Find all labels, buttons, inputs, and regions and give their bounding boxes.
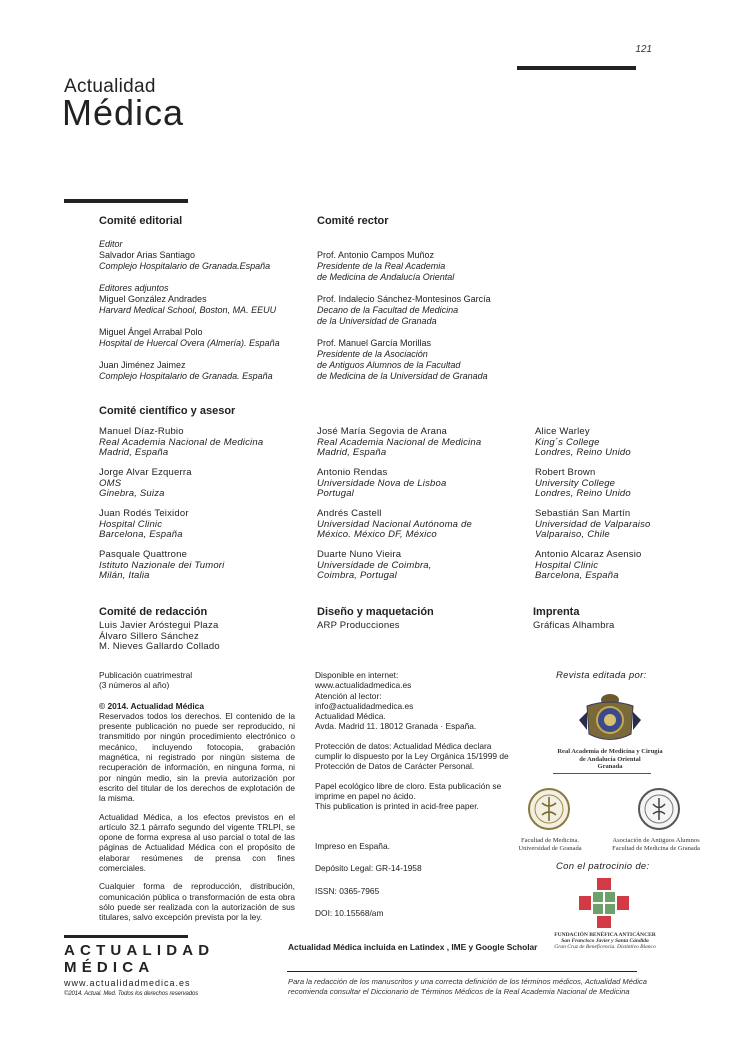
foundation-caption: FUNDACIÓN BENÉFICA ANTICÁNCER San Francisco Javier y Santa Cándida Gran Cruz de Beneficencia. Distintivo Blanco: [554, 932, 656, 951]
editorial-committee: [99, 215, 299, 382]
advisor-name: Manuel Díaz-Rubio: [99, 426, 184, 437]
rector-committee: [317, 215, 547, 382]
adjunto-affiliation: Complejo Hospitalario de Granada. España: [99, 371, 273, 381]
logo-divider: [553, 773, 651, 774]
printer-value: Gráficas Alhambra: [533, 620, 615, 631]
adjunto-name: Miguel Ángel Arrabal Polo: [99, 327, 203, 337]
advisor-affiliation: Hospital Clinic: [535, 559, 599, 571]
faculty-caption: Facultad de Medicina. Universidad de Granada: [518, 837, 582, 852]
sponsor-label: Con el patrocinio de:: [556, 861, 650, 872]
advisor-location: Ginebra, Suiza: [99, 488, 165, 499]
paper-note: Papel ecológico libre de cloro. Esta publicación se imprime en papel no ácido.: [315, 780, 502, 801]
redaccion-member: Álvaro Sillero Sánchez: [99, 630, 199, 642]
contact-info: [315, 670, 515, 812]
design-value: ARP Producciones: [317, 620, 400, 631]
rector-member-role: de la Universidad de Granada: [317, 316, 437, 326]
editorial-heading: Comité editorial: [99, 215, 183, 227]
trlpi-text: Actualidad Médica, a los efectos previstos en el artículo 32.1 párrafo segundo del vigente TRLPI, se opone de forma expresa al uso parcial o total de las páginas de Actualidad Médica con el propósito de elaborar resúmenes de prensa con fines comerciales.: [99, 811, 295, 874]
printer-heading: Imprenta: [533, 606, 580, 618]
footnote: Para la redacción de los manuscritos y una correcta definición de los términos médicos, Actualidad Médica recomienda consultar el Diccionario de Términos Médicos de la Real Academia Nacional de Medicina: [288, 977, 647, 996]
online-label: Disponible en internet:: [315, 670, 399, 680]
adjunto-name: Miguel González Andrades: [99, 294, 207, 304]
indexing-note: Actualidad Médica incluida en Latindex , IME y Google Scholar: [288, 942, 538, 952]
copyright-text: Reservados todos los derechos. El contenido de la presente publicación no puede ser reproducido, ni transmitido por ningún procedimiento electrónico o mecánico, incluyendo fotocopia, grabación magnética, ni registrado por ningún sistema de recuperación de información, en ninguna forma, ni por ningún medio, sin la previa autorización por escrito del titular de los derechos de explotación de la misma.: [99, 710, 295, 804]
rector-member-name: Prof. Manuel García Morillas: [317, 338, 432, 348]
rector-member-role: Decano de la Facultad de Medicina: [317, 305, 459, 315]
advisor-location: Madrid, España: [317, 447, 387, 458]
footer-copyright: ©2014. Actual. Med. Todos los derechos reservados: [64, 991, 199, 997]
publisher-address: Avda. Madrid 11. 18012 Granada · España.: [315, 721, 477, 732]
periodicity-note: (3 números al año): [99, 680, 170, 691]
rector-member-role: de Medicina de la Universidad de Granada: [317, 371, 488, 381]
footer-brand-line1: ACTUALIDAD: [64, 942, 215, 959]
adjuntos-role: Editores adjuntos: [99, 283, 169, 293]
rector-member-role: de Antiguos Alumnos de la Facultad: [317, 360, 461, 370]
section-rule: [64, 199, 188, 203]
advisor-affiliation: University College: [535, 477, 616, 489]
advisor-location: Milán, Italia: [99, 570, 150, 581]
advisor-name: Pasquale Quattrone: [99, 549, 188, 560]
footer-brand-line2: MÉDICA: [64, 959, 155, 976]
advisor-name: Duarte Nuno Vieira: [317, 549, 402, 560]
copyright-title: © 2014. Actualidad Médica: [99, 700, 205, 711]
rector-member-role: Presidente de la Real Academia: [317, 261, 446, 271]
design-section: [317, 606, 434, 632]
advisor-location: Coimbra, Portugal: [317, 570, 397, 581]
redaccion-member: M. Nieves Gallardo Collado: [99, 641, 220, 652]
paper-note-en: This publication is printed in acid-free paper.: [315, 801, 479, 812]
edited-by-label: Revista editada por:: [556, 670, 647, 681]
advisor-location: México. México DF, México: [317, 529, 437, 540]
foundation-cross-icon: [577, 876, 631, 930]
footer-url[interactable]: www.actualidadmedica.es: [64, 978, 191, 988]
advisor-affiliation: Hospital Clinic: [99, 518, 163, 530]
scientific-column-1: [99, 427, 299, 591]
advisor-affiliation: Real Academia Nacional de Medicina: [99, 436, 264, 448]
publisher-name: Actualidad Médica.: [315, 711, 386, 722]
printed-in: Impreso en España.: [315, 841, 390, 851]
advisor-affiliation: Istituto Nazionale dei Tumori: [99, 559, 225, 571]
page-number: 121: [635, 44, 652, 55]
advisor-affiliation: OMS: [99, 477, 122, 489]
redaccion-committee: [99, 606, 220, 653]
advisor-location: Valparaiso, Chile: [535, 529, 610, 540]
advisor-name: Juan Rodés Teixidor: [99, 508, 189, 519]
rector-member-role: de Medicina de Andalucía Oriental: [317, 272, 455, 282]
rector-member-role: Presidente de la Asociación: [317, 349, 428, 359]
editor-name: Salvador Arias Santiago: [99, 250, 196, 260]
data-protection: Protección de datos: Actualidad Médica declara cumplir lo dispuesto por la Ley Orgánica 15/1999 de Protección de Datos de Carácter Personal.: [315, 740, 509, 772]
publication-ids: [315, 841, 515, 918]
doi: DOI: 10.15568/am: [315, 907, 384, 918]
rector-member-name: Prof. Indalecio Sánchez-Montesinos García: [317, 294, 491, 304]
advisor-location: Portugal: [317, 488, 354, 499]
masthead-title: Médica: [62, 92, 185, 133]
advisor-name: Robert Brown: [535, 467, 596, 478]
advisor-name: Antonio Alcaraz Asensio: [535, 549, 642, 560]
legal-info: [99, 670, 295, 923]
masthead-small: Actualidad: [64, 76, 156, 97]
advisor-location: Barcelona, España: [535, 570, 619, 581]
reproduction-text: Cualquier forma de reproducción, distribución, comunicación pública o transformación de esta obra sólo puede ser realizada con la autorización de sus titulares, salvo excepción prevista por la ley.: [99, 881, 295, 923]
advisor-name: Antonio Rendas: [317, 467, 388, 478]
advisor-name: Alice Warley: [535, 426, 590, 437]
faculty-seal-icon: [527, 787, 571, 831]
scientific-column-2: [317, 427, 527, 591]
rector-member-name: Prof. Antonio Campos Muñoz: [317, 250, 435, 260]
editor-role: Editor: [99, 239, 123, 249]
academia-caption: Real Academia de Medicina y Cirugía de Andalucía Oriental Granada: [557, 748, 663, 770]
advisor-name: Andrés Castell: [317, 508, 382, 519]
editor-affiliation: Complejo Hospitalario de Granada.España: [99, 261, 271, 271]
footer-rule: [64, 935, 188, 938]
advisor-location: Barcelona, España: [99, 529, 183, 540]
adjunto-affiliation: Harvard Medical School, Boston, MA. EEUU: [99, 305, 277, 315]
advisor-affiliation: Universidade de Coimbra,: [317, 559, 432, 571]
academia-crest-icon: [575, 690, 645, 745]
adjunto-name: Juan Jiménez Jaimez: [99, 360, 186, 370]
top-rule: [517, 66, 636, 70]
adjunto-affiliation: Hospital de Huercal Overa (Almería). España: [99, 338, 280, 348]
scientific-column-3: [535, 427, 725, 591]
advisor-location: Londres, Reino Unido: [535, 488, 631, 499]
alumni-seal-icon: [637, 787, 681, 831]
advisor-affiliation: Universidad de Valparaiso: [535, 518, 651, 530]
advisor-affiliation: Universidade Nova de Lisboa: [317, 477, 447, 489]
legal-deposit: Depósito Legal: GR-14-1958: [315, 863, 422, 874]
redaccion-member: Luis Javier Aróstegui Plaza: [99, 620, 219, 631]
advisor-location: Londres, Reino Unido: [535, 447, 631, 458]
advisor-location: Madrid, España: [99, 447, 169, 458]
advisor-name: Sebastián San Martín: [535, 508, 631, 519]
footnote-rule: [287, 971, 637, 972]
advisor-affiliation: Real Academia Nacional de Medicina: [317, 436, 482, 448]
printer-section: [533, 606, 615, 632]
issn: ISSN: 0365-7965: [315, 885, 380, 896]
advisor-affiliation: Universidad Nacional Autónoma de: [317, 518, 472, 530]
design-heading: Diseño y maquetación: [317, 606, 434, 618]
email-link[interactable]: info@actualidadmedica.es: [315, 700, 414, 711]
advisor-name: José María Segovia de Arana: [317, 426, 448, 437]
scientific-heading: Comité científico y asesor: [99, 405, 236, 417]
redaccion-heading: Comité de redacción: [99, 606, 208, 618]
rector-heading: Comité rector: [317, 215, 389, 227]
periodicity: Publicación cuatrimestral: [99, 670, 193, 680]
reader-label: Atención al lector:: [315, 690, 382, 701]
alumni-caption: Asociación de Antiguos Alumnos Facultad de Medicina de Granada: [612, 837, 700, 852]
website-link[interactable]: www.actualidadmedica.es: [315, 680, 412, 691]
advisor-affiliation: King´s College: [535, 436, 600, 448]
advisor-name: Jorge Alvar Ezquerra: [99, 467, 192, 478]
